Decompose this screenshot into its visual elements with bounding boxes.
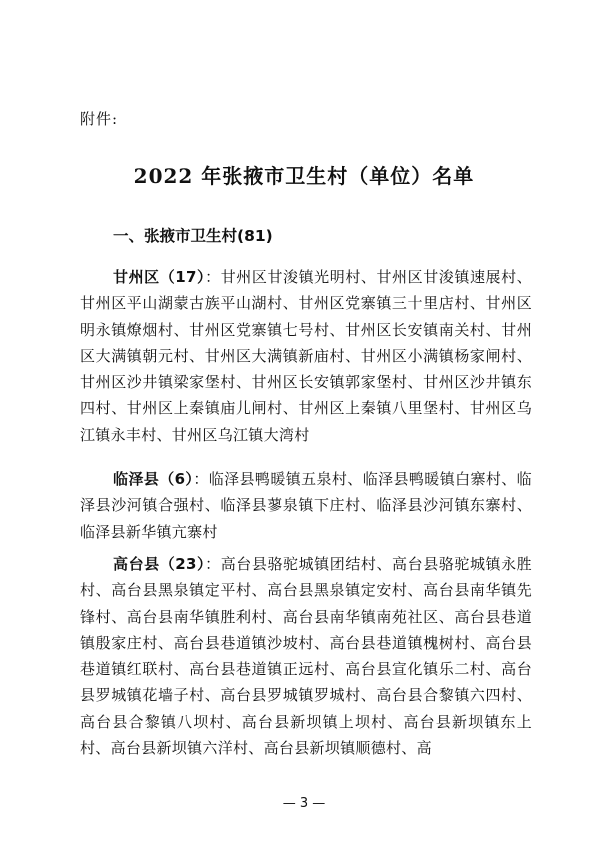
label-separator: ： bbox=[205, 268, 221, 286]
village-list: 高台县骆驼城镇团结村、高台县骆驼城镇永胜村、高台县黑泉镇定平村、高台县黑泉镇定安村、高台县南华镇先锋村、高台县南华镇胜利村、高台县南华镇南苑社区、高台县巷道镇殷家庄村、高台县巷道镇沙坡村、高台县巷道镇槐树村、高台县巷道镇红联村、高台县巷道镇正远村、高台县宣化镇乐二村、高台县罗城镇花墙子村、高台县罗城镇罗城村、高台县合黎镇六四村、高台县合黎镇八坝村、高台县新坝镇上坝村、高台县新坝镇东上村、高台县新坝镇六洋村、高台县新坝镇顺德村、高 bbox=[80, 555, 532, 758]
village-list: 甘州区甘浚镇光明村、甘州区甘浚镇速展村、甘州区平山湖蒙古族平山湖村、甘州区党寨镇三十里店村、甘州区明永镇燎烟村、甘州区党寨镇七号村、甘州区长安镇南关村、甘州区大满镇朝元村、甘州区大满镇新庙村、甘州区小满镇杨家闸村、甘州区沙井镇梁家堡村、甘州区长安镇郭家堡村、甘州区沙井镇东四村、甘州区上秦镇庙儿闸村、甘州区上秦镇八里堡村、甘州区乌江镇永丰村、甘州区乌江镇大湾村 bbox=[80, 268, 532, 444]
county-label: 高台县（23） bbox=[113, 555, 206, 573]
attachment-label: 附件: bbox=[80, 110, 119, 128]
document-title: 2022 年张掖市卫生村（单位）名单 bbox=[133, 164, 475, 188]
county-paragraph-ganzhou bbox=[80, 264, 532, 448]
county-paragraph-linze bbox=[80, 466, 532, 545]
label-separator: ： bbox=[205, 555, 221, 573]
label-separator: ： bbox=[193, 470, 209, 488]
village-list: 临泽县鸭暖镇五泉村、临泽县鸭暖镇白寨村、临泽县沙河镇合强村、临泽县蓼泉镇下庄村、临泽县沙河镇东寨村、临泽县新华镇亢寨村 bbox=[80, 470, 532, 541]
county-label: 甘州区（17） bbox=[113, 268, 206, 286]
county-paragraph-gaotai bbox=[80, 551, 532, 761]
section-heading: 一、张掖市卫生村(81) bbox=[113, 227, 273, 245]
county-label: 临泽县（6） bbox=[113, 470, 194, 488]
page-number: — 3 — bbox=[282, 796, 326, 811]
